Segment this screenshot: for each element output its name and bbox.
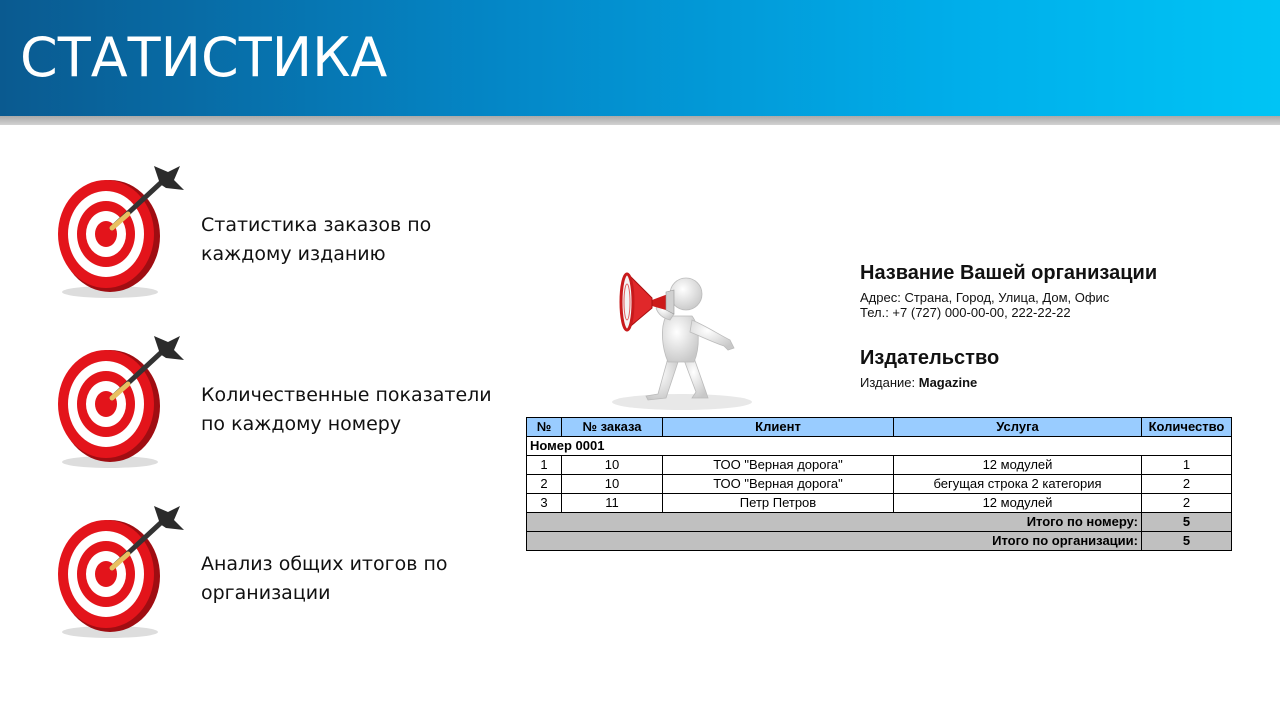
cell-quantity: 2 <box>1142 494 1232 513</box>
bullet-line: Анализ общих итогов по <box>201 553 448 575</box>
cell-quantity: 2 <box>1142 475 1232 494</box>
group-row <box>527 437 1232 456</box>
cell-client: ТОО "Верная дорога" <box>663 475 894 494</box>
cell-service: 12 модулей <box>894 494 1142 513</box>
cell-order: 10 <box>562 456 663 475</box>
bullet-text <box>201 550 501 608</box>
table-row <box>527 475 1232 494</box>
org-name: Название Вашей организации <box>860 262 1158 284</box>
total-org-value: 5 <box>1142 532 1232 551</box>
bullet-text <box>201 381 501 439</box>
cell-service: 12 модулей <box>894 456 1142 475</box>
megaphone-figure-icon <box>600 262 760 412</box>
dart-target-icon <box>48 504 188 644</box>
cell-client: Петр Петров <box>663 494 894 513</box>
column-header-quantity: Количество <box>1142 418 1232 437</box>
total-issue-row <box>527 513 1232 532</box>
edition-value: Magazine <box>918 375 978 390</box>
cell-quantity: 1 <box>1142 456 1232 475</box>
report-table <box>526 417 1232 551</box>
column-header-number: № <box>527 418 562 437</box>
edition-line <box>860 375 977 390</box>
slide-title: СТАТИСТИКА <box>20 26 388 89</box>
bullet-line: Количественные показатели <box>201 384 492 406</box>
cell-client: ТОО "Верная дорога" <box>663 456 894 475</box>
cell-order: 11 <box>562 494 663 513</box>
bullet-line: каждому изданию <box>201 243 386 265</box>
cell-number: 2 <box>527 475 562 494</box>
column-header-client: Клиент <box>663 418 894 437</box>
table-row <box>527 456 1232 475</box>
total-issue-value: 5 <box>1142 513 1232 532</box>
column-header-order: № заказа <box>562 418 663 437</box>
slide-header <box>0 0 1280 116</box>
total-issue-label: Итого по номеру: <box>527 513 1142 532</box>
cell-order: 10 <box>562 475 663 494</box>
bullet-line: Статистика заказов по <box>201 214 432 236</box>
cell-number: 3 <box>527 494 562 513</box>
bullet-text <box>201 211 501 269</box>
dart-target-icon <box>48 164 188 304</box>
dart-target-icon <box>48 334 188 474</box>
bullet-line: организации <box>201 582 331 604</box>
table-header-row <box>527 418 1232 437</box>
edition-label: Издание: <box>860 375 919 390</box>
org-address: Адрес: Страна, Город, Улица, Дом, Офис <box>860 290 1110 305</box>
total-org-row <box>527 532 1232 551</box>
cell-service: бегущая строка 2 категория <box>894 475 1142 494</box>
table-row <box>527 494 1232 513</box>
column-header-service: Услуга <box>894 418 1142 437</box>
header-divider <box>0 116 1280 125</box>
cell-number: 1 <box>527 456 562 475</box>
group-label: Номер 0001 <box>527 437 1232 456</box>
bullet-line: по каждому номеру <box>201 413 402 435</box>
org-phone: Тел.: +7 (727) 000-00-00, 222-22-22 <box>860 305 1071 320</box>
publisher-title: Издательство <box>860 347 1000 369</box>
total-org-label: Итого по организации: <box>527 532 1142 551</box>
